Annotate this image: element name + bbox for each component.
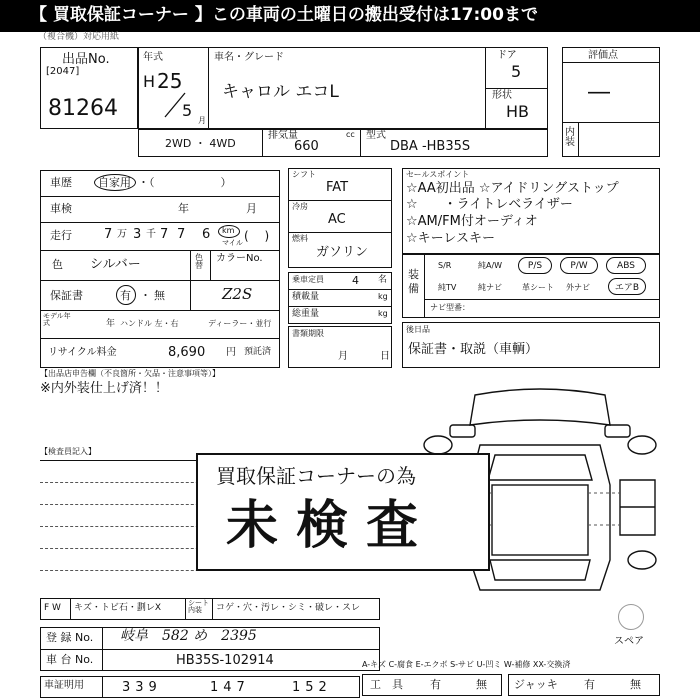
later-value: 保証書・取説（車輌） — [408, 342, 539, 357]
gross-unit: kg — [378, 309, 388, 318]
defect-legend: A-キズ C-腐食 E-エクボ S-サビ U-凹ミ W-補修 XX-交換済 — [362, 660, 571, 669]
grade-value: ― — [588, 80, 610, 105]
shape-label: 形状 — [492, 90, 512, 101]
type-label: 型式 — [366, 130, 386, 141]
cooler-label: 冷房 — [292, 202, 308, 211]
cooler-value: AC — [328, 212, 346, 227]
grade-box — [562, 47, 660, 157]
drive-value: 2WD ・ 4WD — [165, 137, 236, 150]
history-value: 自家用 — [98, 176, 131, 189]
stamp-line2: 未検査 — [226, 496, 437, 556]
nav-note: ナビ型番： — [430, 303, 470, 312]
type-value: DBA -HB35S — [390, 139, 471, 154]
model-note-year: 年 — [106, 319, 116, 329]
model-note-dealer: ディーラー・並行 — [208, 319, 272, 328]
history-rest: ・（ ） — [138, 176, 232, 189]
equip-abs: ABS — [606, 257, 646, 274]
year-label: 年式 — [143, 52, 163, 63]
lot-label: 出品No. — [62, 52, 110, 67]
model-label: 車名・グレード — [214, 52, 284, 63]
cert-label: 車証明用 — [44, 680, 84, 691]
registration-value: 岐阜 582 め 2395 — [120, 628, 257, 644]
equip-tv: 純TV — [438, 283, 457, 292]
equip-sr: S/R — [438, 261, 452, 270]
inspection-year-unit: 年 — [178, 202, 189, 215]
spare-tire-icon — [618, 604, 644, 630]
interior-label: 内装 — [565, 127, 575, 148]
warranty-sep: ・ — [140, 289, 151, 302]
tools-label: 工 具 — [370, 678, 403, 691]
equip-leather: 革シート — [522, 283, 554, 292]
jack-no: 無 — [630, 678, 641, 691]
mileage-mile: マイル — [222, 239, 243, 247]
tools-no: 無 — [476, 678, 487, 691]
inspection-label: 車検 — [50, 202, 72, 215]
mileage-label: 走行 — [50, 229, 72, 242]
load-unit: kg — [378, 292, 388, 301]
warranty-no: 無 — [154, 289, 165, 302]
lot-sub: [2047] — [46, 66, 80, 77]
shift-label: シフト — [292, 170, 316, 179]
sales-label: セールスポイント — [406, 170, 470, 179]
capacity-unit: 名 — [378, 275, 388, 285]
chassis-label: 車 台 No. — [46, 653, 94, 666]
displacement-unit: cc — [346, 130, 355, 139]
tools-yes: 有 — [430, 678, 441, 691]
sales-line-1: ☆AA初出品 ☆アイドリングストップ — [406, 181, 619, 196]
warranty-yes: 有 — [120, 289, 131, 302]
fuel-label: 燃料 — [292, 234, 308, 243]
notes-label: 【出品店申告欄（不良箇所・欠品・注意事項等）】 — [40, 369, 220, 378]
corner-label: （複合機）対応用紙 — [38, 32, 120, 42]
capacity-value: 4 — [352, 274, 359, 287]
model-note-label: モデル年式 — [43, 312, 71, 327]
displacement-value: 660 — [294, 139, 319, 154]
equip-extnav: 外ナビ — [566, 283, 590, 292]
displacement-label: 排気量 — [268, 130, 298, 141]
expiry-day: 日 — [380, 351, 390, 362]
color-value: シルバー — [90, 257, 141, 272]
equip-aw: 純A/W — [478, 261, 503, 270]
recycle-unit: 円 — [226, 347, 236, 358]
fw-label: F W — [44, 603, 61, 613]
equip-pw: P/W — [560, 257, 598, 274]
fw-text: キズ・トビ石・劃レX — [74, 603, 161, 613]
color-label: 色 — [52, 258, 63, 271]
sales-line-3: ☆AM/FM付オーディオ — [406, 214, 538, 229]
year-month-unit: 月 — [198, 116, 206, 125]
year-value: 25 — [157, 69, 183, 93]
doors-label: ドア — [497, 50, 517, 61]
sales-line-4: ☆キーレスキー — [406, 231, 496, 246]
year-month: 5 — [182, 101, 193, 120]
color-repaint: 色替 — [195, 253, 203, 270]
later-label: 後日品 — [406, 325, 430, 334]
banner-text: 【 買取保証コーナー 】この車両の土曜日の搬出受付は17:00まで — [30, 5, 538, 25]
history-label: 車歴 — [50, 176, 72, 189]
mileage-d2: 3 — [133, 227, 142, 242]
mileage-d5: 6 — [202, 227, 211, 242]
inspection-month-unit: 月 — [246, 202, 257, 215]
mileage-km: km — [222, 226, 235, 235]
cert-val3: 152 — [292, 680, 332, 695]
mileage-d4: 7 — [177, 227, 186, 242]
mileage-u2: 千 — [146, 229, 156, 240]
color-code-label: カラーNo. — [216, 253, 263, 264]
fw-seat-text: コゲ・穴・汚レ・シミ・破レ・スレ — [216, 603, 361, 613]
expiry-month: 月 — [338, 351, 348, 362]
jack-yes: 有 — [584, 678, 595, 691]
fw-seat: シート内装 — [188, 599, 209, 614]
equip-nav: 純ナビ — [478, 283, 502, 292]
notes-text: ※内外装仕上げ済！！ — [40, 381, 168, 396]
gross-label: 総重量 — [292, 309, 320, 319]
warranty-label: 保証書 — [50, 289, 83, 302]
fuel-value: ガソリン — [316, 245, 369, 260]
cert-val1: 339 — [122, 680, 162, 695]
year-era: H — [143, 72, 156, 91]
model-name: キャロル エコL — [222, 82, 339, 102]
recycle-value: 8,690 — [168, 345, 206, 360]
recycle-label: リサイクル料金 — [48, 347, 117, 358]
shift-value: FAT — [326, 180, 349, 195]
mileage-d3: 7 — [160, 227, 169, 242]
spare-label: スペア — [614, 636, 644, 647]
registration-label: 登 録 No. — [46, 631, 94, 644]
color-code: Z2S — [222, 285, 253, 303]
equip-airbag: エアB — [608, 278, 646, 295]
recycle-note: 預託済 — [244, 347, 272, 357]
shape-value: HB — [506, 102, 530, 121]
expiry-label: 書類期限 — [292, 329, 324, 338]
stamp-line1: 買取保証コーナーの為 — [216, 464, 416, 488]
lot-number: 81264 — [48, 96, 118, 121]
chassis-value: HB35S-102914 — [176, 653, 274, 668]
cert-val2: 147 — [210, 680, 250, 695]
grade-label: 評価点 — [588, 50, 618, 61]
inspector-label: 【検査員記入】 — [40, 447, 96, 456]
mileage-u1: 万 — [117, 229, 127, 240]
equip-ps: P/S — [518, 257, 552, 274]
capacity-label: 乗車定員 — [292, 275, 324, 284]
equipment-label: 装備 — [408, 268, 419, 296]
sales-line-2: ☆ ・ライトレベライザー — [406, 197, 573, 212]
doors-value: 5 — [511, 62, 522, 81]
mileage-d1: 7 — [104, 227, 113, 242]
jack-label: ジャッキ — [514, 678, 558, 691]
load-label: 積載量 — [292, 292, 320, 302]
model-note-handle: ハンドル 左・右 — [120, 319, 179, 328]
